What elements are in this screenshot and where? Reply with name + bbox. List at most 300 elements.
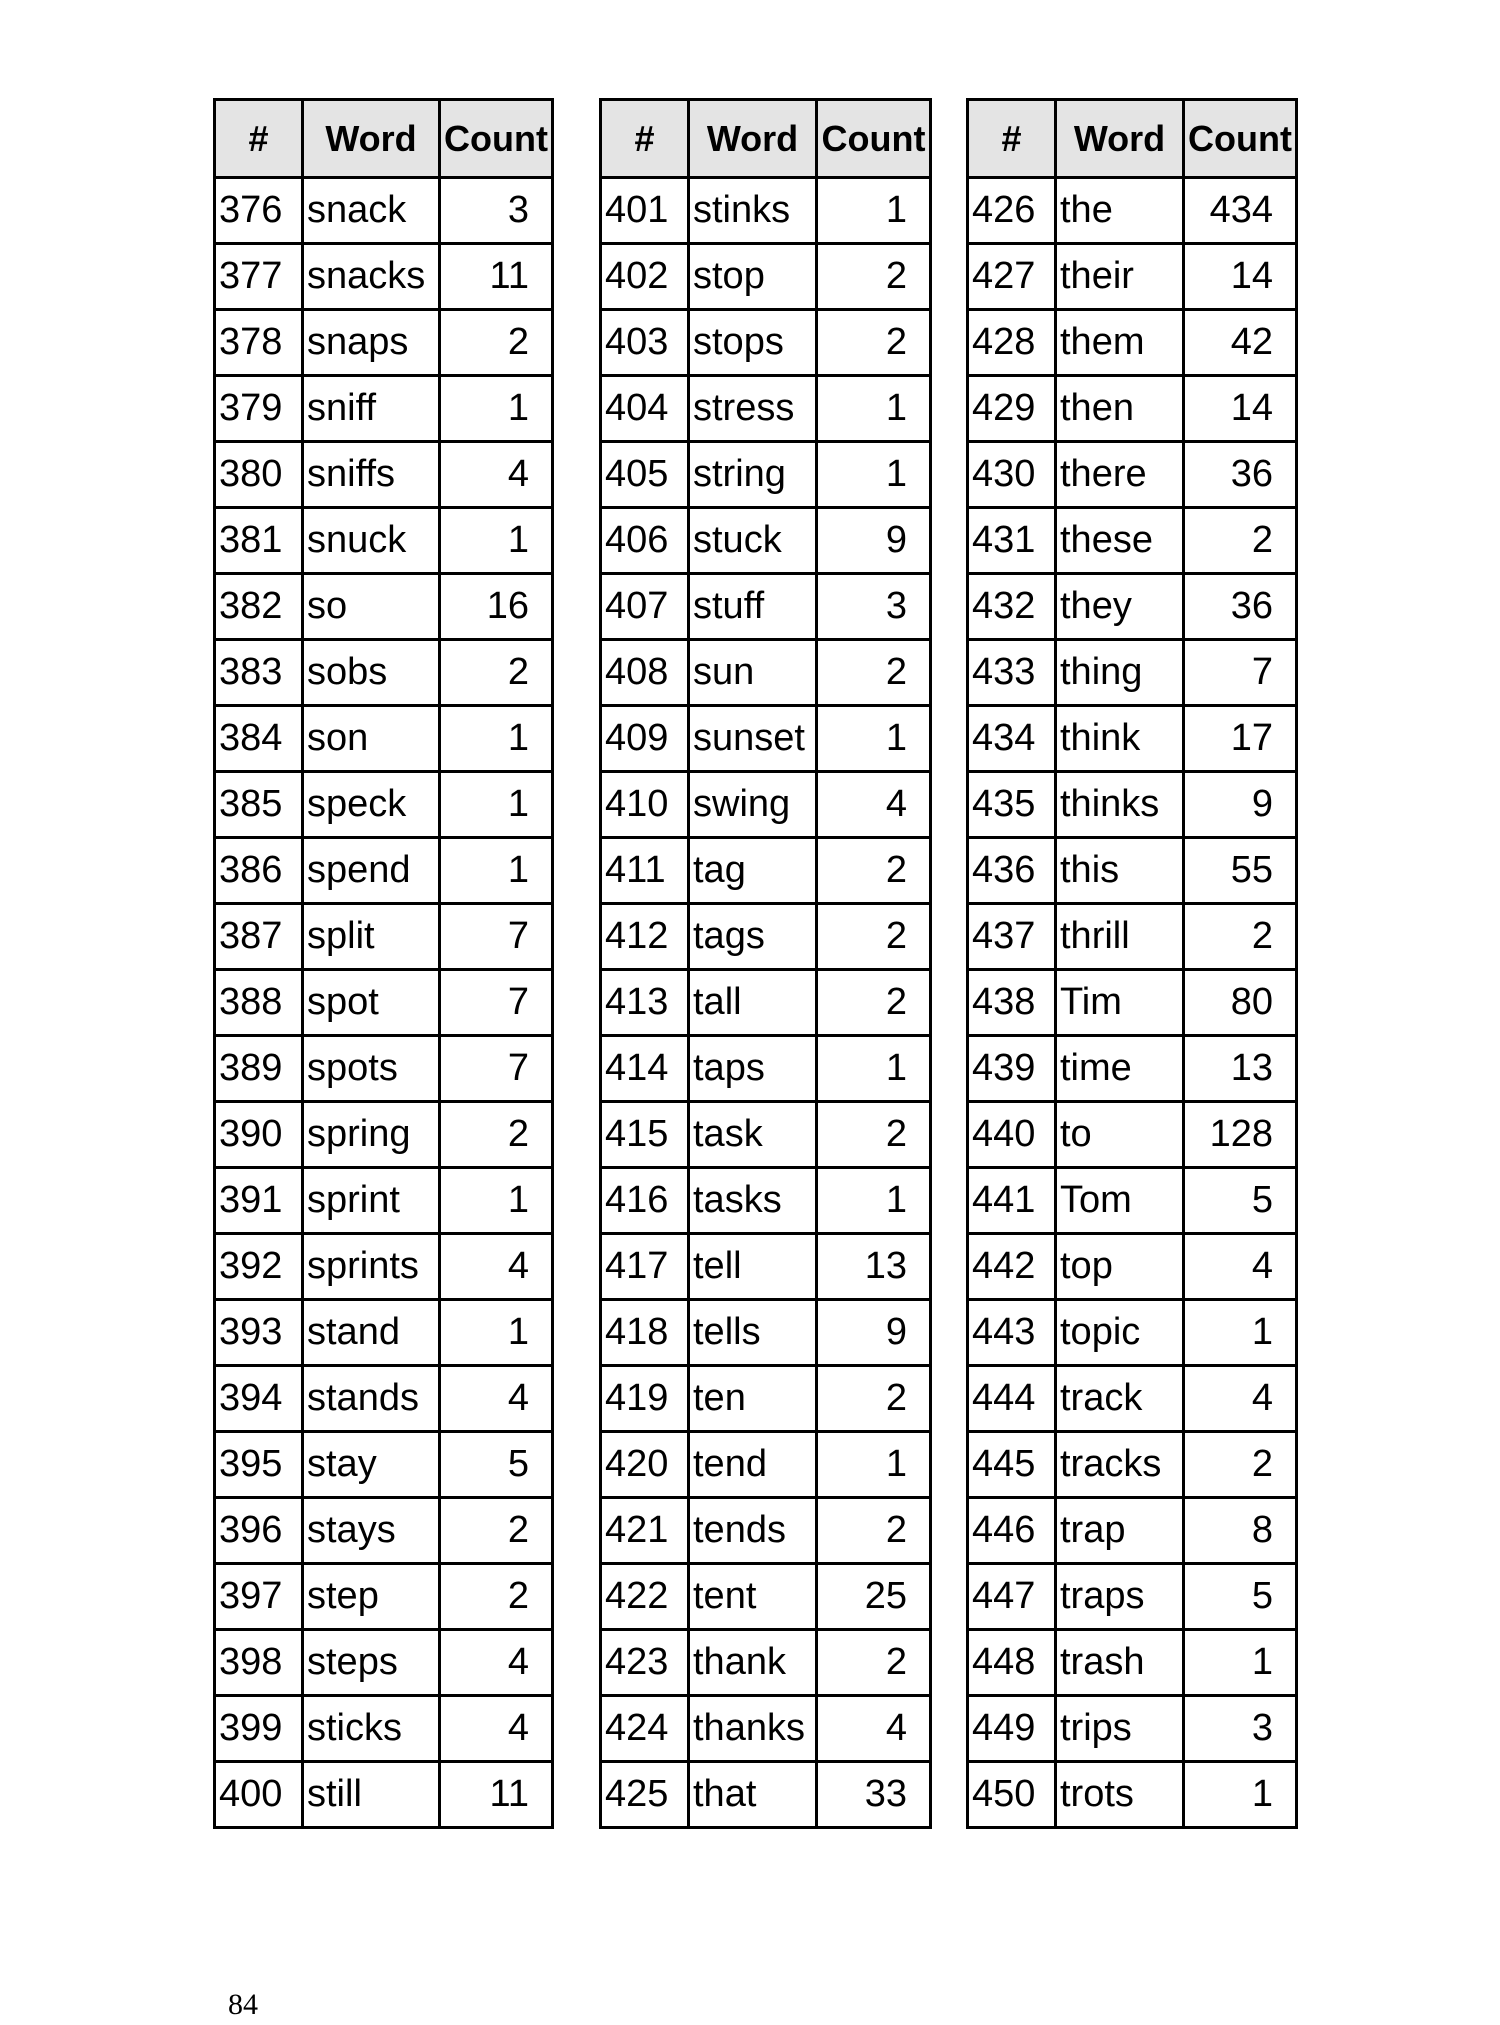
count-cell: 4	[440, 1234, 553, 1300]
num-cell: 445	[968, 1432, 1056, 1498]
table-row	[968, 1102, 1297, 1168]
word-cell: tasks	[689, 1168, 817, 1234]
word-cell: sprints	[303, 1234, 440, 1300]
num-cell: 388	[215, 970, 303, 1036]
word-cell: sniffs	[303, 442, 440, 508]
count-cell: 1	[1184, 1630, 1297, 1696]
table-row	[215, 706, 553, 772]
table-row	[215, 1300, 553, 1366]
num-cell: 389	[215, 1036, 303, 1102]
count-cell: 9	[817, 1300, 931, 1366]
count-cell: 80	[1184, 970, 1297, 1036]
table-row	[968, 244, 1297, 310]
count-cell: 3	[1184, 1696, 1297, 1762]
word-cell: string	[689, 442, 817, 508]
table-row	[968, 706, 1297, 772]
num-cell: 417	[601, 1234, 689, 1300]
header-word: Word	[689, 100, 817, 178]
count-cell: 8	[1184, 1498, 1297, 1564]
table-row	[215, 640, 553, 706]
table-row	[601, 1564, 931, 1630]
num-cell: 397	[215, 1564, 303, 1630]
num-cell: 402	[601, 244, 689, 310]
table-row	[968, 640, 1297, 706]
table-row	[968, 772, 1297, 838]
table-row	[215, 1234, 553, 1300]
count-cell: 13	[817, 1234, 931, 1300]
num-cell: 409	[601, 706, 689, 772]
table-row	[601, 772, 931, 838]
num-cell: 424	[601, 1696, 689, 1762]
word-cell: thanks	[689, 1696, 817, 1762]
table-row	[968, 1696, 1297, 1762]
table-row	[968, 1168, 1297, 1234]
word-cell: spot	[303, 970, 440, 1036]
table-row	[601, 1168, 931, 1234]
table-row	[215, 1564, 553, 1630]
word-cell: snack	[303, 178, 440, 244]
num-cell: 433	[968, 640, 1056, 706]
count-cell: 7	[1184, 640, 1297, 706]
table-row	[601, 442, 931, 508]
num-cell: 405	[601, 442, 689, 508]
count-cell: 3	[817, 574, 931, 640]
table-row	[968, 1432, 1297, 1498]
table-row	[601, 1234, 931, 1300]
table-row	[215, 904, 553, 970]
num-cell: 396	[215, 1498, 303, 1564]
num-cell: 443	[968, 1300, 1056, 1366]
count-cell: 2	[817, 1366, 931, 1432]
word-cell: tends	[689, 1498, 817, 1564]
word-cell: trap	[1056, 1498, 1184, 1564]
word-cell: snacks	[303, 244, 440, 310]
count-cell: 2	[817, 904, 931, 970]
table-row	[601, 376, 931, 442]
table-row	[968, 1300, 1297, 1366]
count-cell: 7	[440, 970, 553, 1036]
num-cell: 395	[215, 1432, 303, 1498]
num-cell: 444	[968, 1366, 1056, 1432]
word-cell: speck	[303, 772, 440, 838]
word-cell: they	[1056, 574, 1184, 640]
header-count: Count	[1184, 100, 1297, 178]
num-cell: 407	[601, 574, 689, 640]
header-word: Word	[303, 100, 440, 178]
count-cell: 16	[440, 574, 553, 640]
table-row	[215, 178, 553, 244]
count-cell: 1	[440, 838, 553, 904]
num-cell: 382	[215, 574, 303, 640]
word-cell: tells	[689, 1300, 817, 1366]
word-cell: tall	[689, 970, 817, 1036]
num-cell: 400	[215, 1762, 303, 1828]
table-row	[601, 904, 931, 970]
table-row	[968, 1234, 1297, 1300]
count-cell: 2	[440, 1498, 553, 1564]
num-cell: 386	[215, 838, 303, 904]
table-row	[215, 1630, 553, 1696]
word-cell: to	[1056, 1102, 1184, 1168]
table-row	[601, 508, 931, 574]
num-cell: 404	[601, 376, 689, 442]
num-cell: 399	[215, 1696, 303, 1762]
table-row	[601, 574, 931, 640]
count-cell: 33	[817, 1762, 931, 1828]
table-row	[968, 1366, 1297, 1432]
num-cell: 437	[968, 904, 1056, 970]
num-cell: 412	[601, 904, 689, 970]
word-cell: top	[1056, 1234, 1184, 1300]
table-row	[215, 772, 553, 838]
table-row	[601, 1102, 931, 1168]
num-cell: 401	[601, 178, 689, 244]
count-cell: 2	[1184, 508, 1297, 574]
word-cell: task	[689, 1102, 817, 1168]
count-cell: 17	[1184, 706, 1297, 772]
word-cell: taps	[689, 1036, 817, 1102]
header-count: Count	[440, 100, 553, 178]
table-row	[968, 904, 1297, 970]
count-cell: 1	[440, 706, 553, 772]
word-table-1	[213, 98, 554, 1829]
num-cell: 434	[968, 706, 1056, 772]
num-cell: 429	[968, 376, 1056, 442]
num-cell: 378	[215, 310, 303, 376]
word-cell: topic	[1056, 1300, 1184, 1366]
table-row	[601, 706, 931, 772]
num-cell: 410	[601, 772, 689, 838]
num-cell: 408	[601, 640, 689, 706]
num-cell: 394	[215, 1366, 303, 1432]
count-cell: 55	[1184, 838, 1297, 904]
num-cell: 449	[968, 1696, 1056, 1762]
num-cell: 447	[968, 1564, 1056, 1630]
count-cell: 1	[817, 1168, 931, 1234]
table-header-row	[601, 100, 931, 178]
word-cell: spend	[303, 838, 440, 904]
num-cell: 392	[215, 1234, 303, 1300]
count-cell: 2	[440, 1102, 553, 1168]
count-cell: 3	[440, 178, 553, 244]
word-cell: that	[689, 1762, 817, 1828]
count-cell: 14	[1184, 376, 1297, 442]
count-cell: 4	[440, 442, 553, 508]
table-row	[215, 1498, 553, 1564]
count-cell: 2	[817, 640, 931, 706]
num-cell: 418	[601, 1300, 689, 1366]
num-cell: 415	[601, 1102, 689, 1168]
word-cell: stands	[303, 1366, 440, 1432]
num-cell: 438	[968, 970, 1056, 1036]
table-row	[601, 640, 931, 706]
count-cell: 1	[817, 178, 931, 244]
word-cell: tag	[689, 838, 817, 904]
word-cell: trots	[1056, 1762, 1184, 1828]
count-cell: 9	[817, 508, 931, 574]
num-cell: 416	[601, 1168, 689, 1234]
num-cell: 393	[215, 1300, 303, 1366]
table-row	[215, 1102, 553, 1168]
num-cell: 379	[215, 376, 303, 442]
word-cell: trips	[1056, 1696, 1184, 1762]
table-row	[601, 1498, 931, 1564]
word-cell: stops	[689, 310, 817, 376]
num-cell: 435	[968, 772, 1056, 838]
num-cell: 381	[215, 508, 303, 574]
table-row	[968, 1498, 1297, 1564]
count-cell: 1	[1184, 1762, 1297, 1828]
table-header-row	[968, 100, 1297, 178]
count-cell: 5	[1184, 1168, 1297, 1234]
num-cell: 421	[601, 1498, 689, 1564]
num-cell: 446	[968, 1498, 1056, 1564]
num-cell: 436	[968, 838, 1056, 904]
count-cell: 1	[817, 1432, 931, 1498]
word-cell: thrill	[1056, 904, 1184, 970]
word-cell: these	[1056, 508, 1184, 574]
count-cell: 4	[1184, 1234, 1297, 1300]
count-cell: 2	[817, 1102, 931, 1168]
word-cell: stress	[689, 376, 817, 442]
num-cell: 441	[968, 1168, 1056, 1234]
count-cell: 14	[1184, 244, 1297, 310]
table-row	[215, 1168, 553, 1234]
table-row	[601, 1432, 931, 1498]
word-cell: tags	[689, 904, 817, 970]
count-cell: 2	[817, 838, 931, 904]
word-cell: stinks	[689, 178, 817, 244]
table-row	[215, 1036, 553, 1102]
count-cell: 1	[817, 706, 931, 772]
table-row	[601, 1036, 931, 1102]
header-num: #	[601, 100, 689, 178]
table-row	[968, 376, 1297, 442]
num-cell: 390	[215, 1102, 303, 1168]
count-cell: 2	[817, 310, 931, 376]
table-row	[215, 1762, 553, 1828]
word-cell: tell	[689, 1234, 817, 1300]
num-cell: 377	[215, 244, 303, 310]
num-cell: 450	[968, 1762, 1056, 1828]
count-cell: 7	[440, 904, 553, 970]
num-cell: 398	[215, 1630, 303, 1696]
table-row	[601, 178, 931, 244]
count-cell: 1	[1184, 1300, 1297, 1366]
num-cell: 432	[968, 574, 1056, 640]
num-cell: 426	[968, 178, 1056, 244]
table-row	[601, 1300, 931, 1366]
word-cell: split	[303, 904, 440, 970]
count-cell: 5	[440, 1432, 553, 1498]
count-cell: 2	[1184, 1432, 1297, 1498]
word-cell: thinks	[1056, 772, 1184, 838]
num-cell: 442	[968, 1234, 1056, 1300]
count-cell: 2	[440, 640, 553, 706]
word-table-2	[599, 98, 932, 1829]
page-number: 84	[228, 1988, 258, 2021]
num-cell: 384	[215, 706, 303, 772]
word-cell: snaps	[303, 310, 440, 376]
num-cell: 385	[215, 772, 303, 838]
table-row	[968, 1630, 1297, 1696]
word-cell: son	[303, 706, 440, 772]
table-row	[215, 508, 553, 574]
count-cell: 11	[440, 1762, 553, 1828]
table-row	[215, 244, 553, 310]
count-cell: 434	[1184, 178, 1297, 244]
word-cell: then	[1056, 376, 1184, 442]
count-cell: 4	[440, 1366, 553, 1432]
word-cell: think	[1056, 706, 1184, 772]
count-cell: 13	[1184, 1036, 1297, 1102]
header-num: #	[215, 100, 303, 178]
table-row	[215, 376, 553, 442]
count-cell: 1	[817, 376, 931, 442]
table-row	[215, 310, 553, 376]
table-row	[215, 574, 553, 640]
word-cell: stuff	[689, 574, 817, 640]
num-cell: 428	[968, 310, 1056, 376]
count-cell: 1	[817, 1036, 931, 1102]
table-row	[215, 442, 553, 508]
table-row	[968, 178, 1297, 244]
num-cell: 430	[968, 442, 1056, 508]
word-cell: ten	[689, 1366, 817, 1432]
table-row	[601, 970, 931, 1036]
count-cell: 1	[440, 508, 553, 574]
count-cell: 5	[1184, 1564, 1297, 1630]
num-cell: 422	[601, 1564, 689, 1630]
num-cell: 383	[215, 640, 303, 706]
word-cell: sniff	[303, 376, 440, 442]
table-row	[968, 1762, 1297, 1828]
num-cell: 427	[968, 244, 1056, 310]
table-row	[215, 970, 553, 1036]
count-cell: 4	[1184, 1366, 1297, 1432]
table-row	[215, 1432, 553, 1498]
num-cell: 419	[601, 1366, 689, 1432]
count-cell: 1	[440, 772, 553, 838]
table-row	[968, 574, 1297, 640]
num-cell: 439	[968, 1036, 1056, 1102]
word-cell: them	[1056, 310, 1184, 376]
table-row	[601, 1630, 931, 1696]
table-row	[968, 838, 1297, 904]
word-cell: thing	[1056, 640, 1184, 706]
header-count: Count	[817, 100, 931, 178]
table-row	[968, 508, 1297, 574]
num-cell: 411	[601, 838, 689, 904]
table-row	[968, 1036, 1297, 1102]
table-row	[601, 1696, 931, 1762]
count-cell: 2	[817, 244, 931, 310]
table-row	[968, 442, 1297, 508]
word-cell: track	[1056, 1366, 1184, 1432]
num-cell: 406	[601, 508, 689, 574]
table-row	[968, 1564, 1297, 1630]
word-cell: tracks	[1056, 1432, 1184, 1498]
word-cell: stay	[303, 1432, 440, 1498]
word-cell: sticks	[303, 1696, 440, 1762]
word-cell: stuck	[689, 508, 817, 574]
count-cell: 1	[817, 442, 931, 508]
word-cell: snuck	[303, 508, 440, 574]
count-cell: 42	[1184, 310, 1297, 376]
word-cell: still	[303, 1762, 440, 1828]
word-table-3	[966, 98, 1298, 1829]
word-cell: the	[1056, 178, 1184, 244]
num-cell: 431	[968, 508, 1056, 574]
count-cell: 2	[817, 970, 931, 1036]
count-cell: 2	[817, 1498, 931, 1564]
num-cell: 425	[601, 1762, 689, 1828]
count-cell: 25	[817, 1564, 931, 1630]
count-cell: 1	[440, 1168, 553, 1234]
word-cell: time	[1056, 1036, 1184, 1102]
word-cell: their	[1056, 244, 1184, 310]
word-cell: sun	[689, 640, 817, 706]
count-cell: 4	[817, 1696, 931, 1762]
num-cell: 414	[601, 1036, 689, 1102]
word-cell: thank	[689, 1630, 817, 1696]
word-cell: sprint	[303, 1168, 440, 1234]
table-row	[215, 1366, 553, 1432]
table-row	[968, 970, 1297, 1036]
word-cell: stop	[689, 244, 817, 310]
word-cell: spring	[303, 1102, 440, 1168]
count-cell: 2	[817, 1630, 931, 1696]
num-cell: 391	[215, 1168, 303, 1234]
table-row	[601, 1762, 931, 1828]
num-cell: 413	[601, 970, 689, 1036]
word-cell: there	[1056, 442, 1184, 508]
table-row	[601, 1366, 931, 1432]
num-cell: 387	[215, 904, 303, 970]
count-cell: 4	[440, 1630, 553, 1696]
count-cell: 36	[1184, 574, 1297, 640]
table-row	[601, 310, 931, 376]
count-cell: 11	[440, 244, 553, 310]
table-row	[215, 1696, 553, 1762]
num-cell: 403	[601, 310, 689, 376]
word-cell: steps	[303, 1630, 440, 1696]
count-cell: 7	[440, 1036, 553, 1102]
num-cell: 440	[968, 1102, 1056, 1168]
count-cell: 2	[440, 310, 553, 376]
count-cell: 1	[440, 1300, 553, 1366]
count-cell: 128	[1184, 1102, 1297, 1168]
num-cell: 380	[215, 442, 303, 508]
count-cell: 2	[440, 1564, 553, 1630]
table-header-row	[215, 100, 553, 178]
num-cell: 376	[215, 178, 303, 244]
word-cell: spots	[303, 1036, 440, 1102]
word-cell: sunset	[689, 706, 817, 772]
word-cell: trash	[1056, 1630, 1184, 1696]
table-row	[215, 838, 553, 904]
word-cell: this	[1056, 838, 1184, 904]
table-row	[601, 244, 931, 310]
count-cell: 2	[1184, 904, 1297, 970]
count-cell: 1	[440, 376, 553, 442]
word-cell: stand	[303, 1300, 440, 1366]
count-cell: 9	[1184, 772, 1297, 838]
word-cell: traps	[1056, 1564, 1184, 1630]
count-cell: 36	[1184, 442, 1297, 508]
count-cell: 4	[440, 1696, 553, 1762]
word-cell: Tom	[1056, 1168, 1184, 1234]
